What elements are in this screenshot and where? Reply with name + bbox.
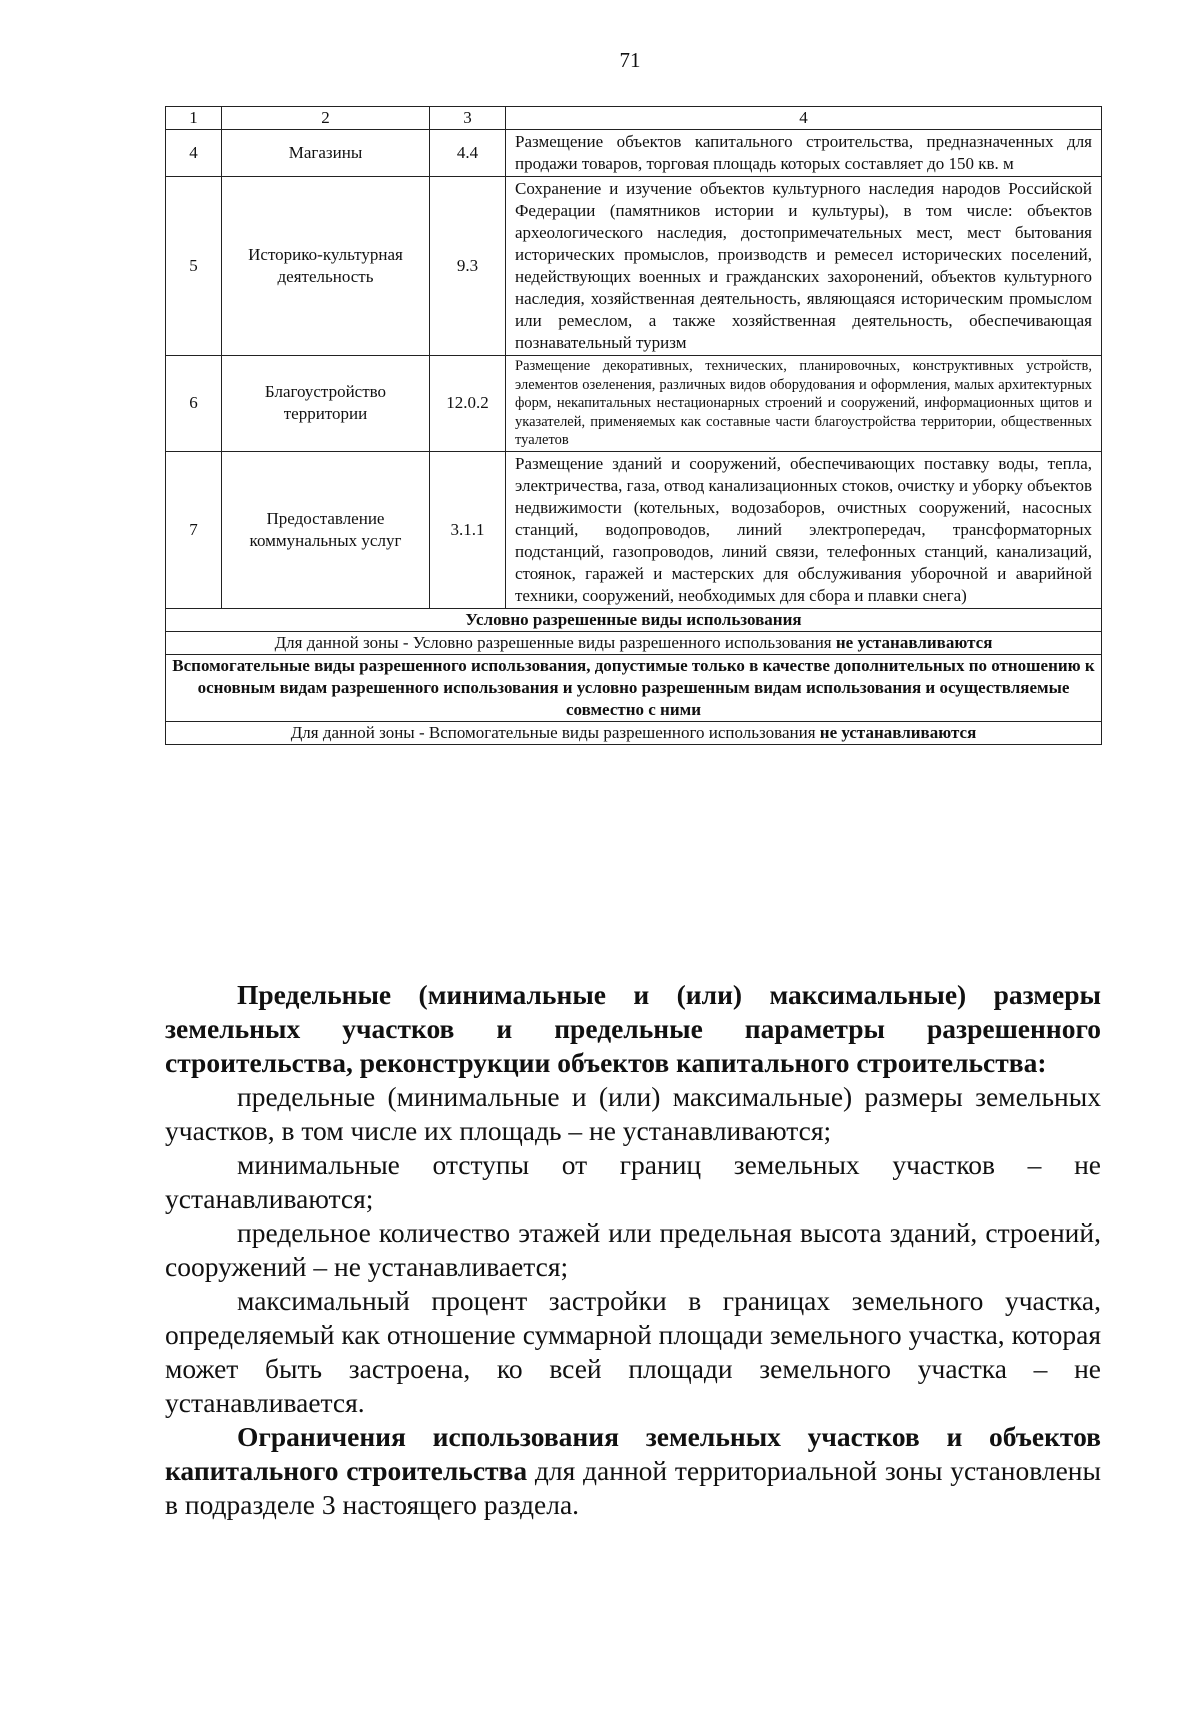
auxiliary-note-bold: не устанавливаются — [819, 722, 977, 742]
use-type-code: 9.3 — [430, 177, 506, 356]
use-type-description: Размещение объектов капитального строительства, предназначенных для продажи товаров, торговая площадь которых составляет до 150 кв. м — [506, 130, 1102, 177]
table-header-row — [166, 107, 1102, 130]
use-type-description: Сохранение и изучение объектов культурного наследия народов Российской Федерации (памятников истории и культуры), в том числе: объектов археологического наследия, достопримечательных мест, мест бытования исторических промыслов, производств и ремесел исторических поселений, недействующих военных и гражданских захоронений, объектов культурного наследия, хозяйственная деятельность, являющаяся историческим промыслом или ремеслом, а также хозяйственная деятельность, обеспечивающая познавательный туризм — [506, 177, 1102, 356]
conditional-uses-note — [166, 631, 1102, 654]
table-row — [166, 177, 1102, 356]
auxiliary-uses-title: Вспомогательные виды разрешенного использования, допустимые только в качестве дополнительных по отношению к основным видам разрешенного использования и условно разрешенным видам использования и осуществляемые совместно с ними — [166, 654, 1102, 721]
use-type-name: Магазины — [222, 130, 430, 177]
use-type-code: 4.4 — [430, 130, 506, 177]
paragraph: предельные (минимальные и (или) максимальные) размеры земельных участков, в том числе их площадь – не устанавливаются; — [165, 1081, 1101, 1146]
auxiliary-uses-note-row — [166, 721, 1102, 744]
conditional-note-text: Для данной зоны - Условно разрешенные виды разрешенного использования — [274, 632, 832, 652]
conditional-uses-note-row — [166, 631, 1102, 654]
use-type-name: Предоставление коммунальных услуг — [222, 451, 430, 608]
use-type-description: Размещение декоративных, технических, планировочных, конструктивных устройств, элементов озеленения, различных видов оборудования и оформления, малых архитектурных форм, некапитальных нестационарных строений и сооружений, информационных щитов и указателей, применяемых как составные части благоустройства территории, общественных туалетов — [506, 356, 1102, 452]
land-use-table — [165, 106, 1102, 745]
conditional-note-bold: не устанавливаются — [835, 632, 993, 652]
paragraph: предельное количество этажей или предельная высота зданий, строений, сооружений – не устанавливается; — [165, 1217, 1101, 1282]
use-type-name: Благоустройство территории — [222, 356, 430, 452]
restrictions-paragraph — [165, 1420, 1101, 1522]
row-number: 5 — [166, 177, 222, 356]
header-cell: 3 — [430, 107, 506, 130]
auxiliary-note-text: Для данной зоны - Вспомогательные виды разрешенного использования — [290, 722, 816, 742]
table-row — [166, 451, 1102, 608]
use-type-description: Размещение зданий и сооружений, обеспечивающих поставку воды, тепла, электричества, газа, отвод канализационных стоков, очистку и уборку объектов недвижимости (котельных, водозаборов, очистных сооружений, насосных станций, водопроводов, линий электропередач, трансформаторных подстанций, газопроводов, линий связи, телефонных станций, канализаций, стоянок, гаражей и мастерских для обслуживания уборочной и аварийной техники, сооружений, необходимых для сбора и плавки снега) — [506, 451, 1102, 608]
row-number: 7 — [166, 451, 222, 608]
row-number: 6 — [166, 356, 222, 452]
table-row — [166, 356, 1102, 452]
paragraph: максимальный процент застройки в границах земельного участка, определяемый как отношение суммарной площади земельного участка, которая может быть застроена, ко всей площади земельного участка – не устанавливается. — [165, 1285, 1101, 1418]
row-number: 4 — [166, 130, 222, 177]
auxiliary-uses-note — [166, 721, 1102, 744]
conditional-uses-title-row — [166, 608, 1102, 631]
table-row — [166, 130, 1102, 177]
conditional-uses-title: Условно разрешенные виды использования — [166, 608, 1102, 631]
paragraph: минимальные отступы от границ земельных участков – не устанавливаются; — [165, 1149, 1101, 1214]
use-type-code: 3.1.1 — [430, 451, 506, 608]
restrictions-bold: Ограничения использования земельных участков и объектов капитального строительства — [165, 1421, 1101, 1486]
parameters-heading: Предельные (минимальные и (или) максимальные) размеры земельных участков и предельные параметры разрешенного строительства, реконструкции объектов капитального строительства: — [165, 979, 1101, 1078]
header-cell: 4 — [506, 107, 1102, 130]
header-cell: 1 — [166, 107, 222, 130]
header-cell: 2 — [222, 107, 430, 130]
body-text — [165, 978, 1101, 1522]
page-number: 71 — [619, 48, 641, 72]
use-type-code: 12.0.2 — [430, 356, 506, 452]
auxiliary-uses-title-row — [166, 654, 1102, 721]
restrictions-text: для данной территориальной зоны установлены в подразделе 3 настоящего раздела. — [165, 1455, 1101, 1520]
use-type-name: Историко-культурная деятельность — [222, 177, 430, 356]
